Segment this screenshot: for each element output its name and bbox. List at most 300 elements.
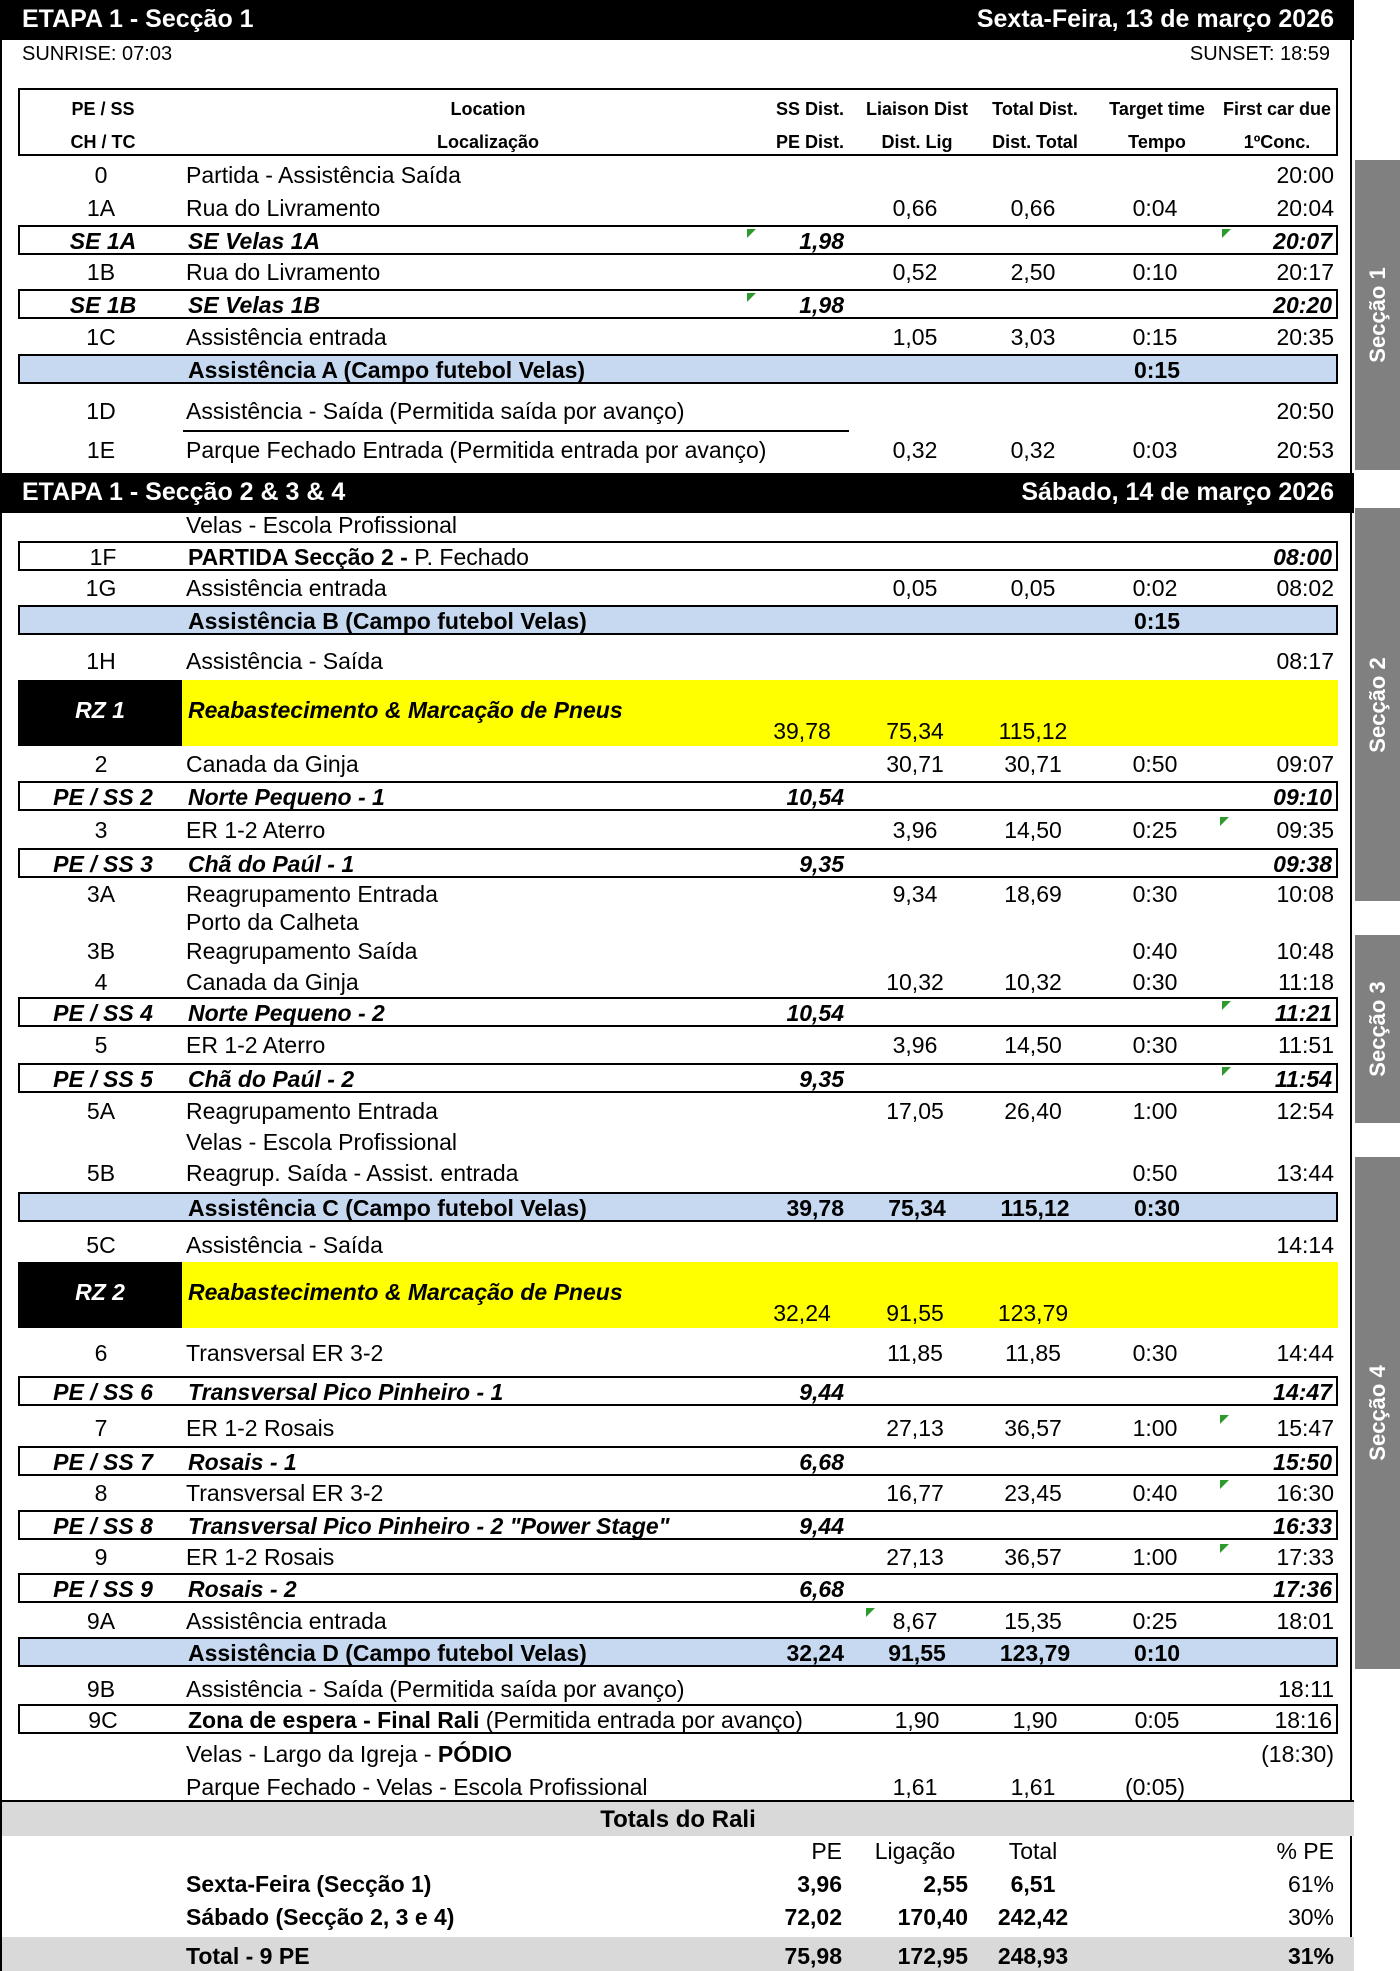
target-time: 1:00 — [1132, 1098, 1178, 1124]
col-dist-total: Dist. Total — [992, 132, 1078, 152]
location — [186, 398, 685, 425]
first-car-due: 13:44 — [1276, 1160, 1334, 1186]
itinerary-row-1f — [18, 541, 1338, 571]
totals-row-label: Sexta-Feira (Secção 1) — [186, 1871, 432, 1897]
location — [186, 1774, 648, 1801]
location-text: Rosais - 2 — [188, 1576, 297, 1602]
control-id: 1A — [86, 195, 116, 221]
comment-marker-icon — [1220, 1544, 1229, 1553]
side-tab-seccao-3 — [1355, 935, 1400, 1123]
location-text: Transversal ER 3-2 — [186, 1480, 384, 1506]
location-note: PÓDIO — [437, 1741, 512, 1767]
comment-marker-icon — [866, 1608, 875, 1617]
itinerary-row-pe-ss-6 — [18, 1376, 1338, 1406]
total-distance: 14,50 — [1004, 1032, 1062, 1058]
liaison-distance: 16,77 — [886, 1480, 944, 1506]
grand-tot: 248,93 — [997, 1943, 1069, 1969]
liaison-distance: 0,66 — [892, 195, 938, 221]
ss-distance: 6,68 — [799, 1576, 844, 1602]
location — [186, 1098, 438, 1125]
location — [186, 1608, 387, 1635]
total-distance: 14,50 — [1004, 817, 1062, 843]
totals-h-lig: Ligação — [874, 1838, 956, 1864]
location — [186, 162, 461, 189]
first-car-due: 08:17 — [1276, 648, 1334, 674]
first-car-due: 14:47 — [1273, 1379, 1332, 1405]
itinerary-row-se-1b — [18, 289, 1338, 319]
location — [188, 357, 585, 384]
target-time: 0:40 — [1132, 938, 1178, 964]
location — [186, 969, 359, 996]
itinerary-row — [18, 1637, 1338, 1667]
side-tab-seccao-2 — [1355, 508, 1400, 901]
control-id: PE / SS 7 — [53, 1449, 153, 1475]
location-text: Parque Fechado - Velas - Escola Profissional — [186, 1774, 648, 1800]
location-note: (Permitida entrada por avanço) — [479, 1707, 803, 1733]
location-text: Assistência entrada — [186, 1608, 387, 1634]
itinerary-row — [18, 1192, 1338, 1222]
totals-row-pe: 72,02 — [784, 1904, 842, 1930]
itinerary-row-1c — [18, 322, 1338, 350]
location — [188, 608, 587, 635]
target-time: 0:30 — [1132, 881, 1178, 907]
totals-grand — [2, 1937, 1354, 1971]
grand-pe: 75,98 — [784, 1943, 842, 1969]
location-text: Rua do Livramento — [186, 259, 381, 285]
first-car-due: 15:47 — [1276, 1415, 1334, 1441]
itinerary-row-pe-ss-4 — [18, 997, 1338, 1027]
itinerary-row — [18, 907, 1338, 935]
total-distance: 30,71 — [1004, 751, 1062, 777]
location — [188, 1379, 503, 1406]
location — [186, 1129, 457, 1156]
itinerary-row — [18, 1739, 1338, 1767]
column-header — [18, 88, 1338, 156]
control-id: 0 — [94, 162, 108, 188]
itinerary-row-pe-ss-8 — [18, 1510, 1338, 1540]
itinerary-row-se-1a — [18, 225, 1338, 255]
control-id: 1C — [86, 324, 116, 350]
first-car-due: 08:02 — [1276, 575, 1334, 601]
location — [188, 851, 354, 878]
first-car-due: 20:35 — [1276, 324, 1334, 350]
location — [188, 1449, 297, 1476]
first-car-due: 20:20 — [1273, 292, 1332, 318]
first-car-due: 12:54 — [1276, 1098, 1334, 1124]
control-id: 5A — [86, 1098, 116, 1124]
liaison-distance: 1,05 — [892, 324, 938, 350]
itinerary-row-5c — [18, 1230, 1338, 1258]
target-time: 0:25 — [1132, 817, 1178, 843]
location — [186, 324, 387, 351]
total-distance: 11,85 — [1005, 1340, 1061, 1366]
totals-title: Totals do Rali — [2, 1802, 1354, 1836]
total-distance: 26,40 — [1004, 1098, 1062, 1124]
location-text: Canada da Ginja — [186, 969, 359, 995]
col-localizacao: Localização — [436, 132, 540, 152]
control-id: PE / SS 4 — [53, 1000, 153, 1026]
location — [188, 1195, 587, 1222]
location-text: Zona de espera - Final Rali — [188, 1707, 480, 1733]
target-time: 0:30 — [1133, 1195, 1181, 1221]
location-text: ER 1-2 Rosais — [186, 1544, 335, 1570]
first-car-due: 11:18 — [1278, 969, 1334, 995]
first-car-due: 20:07 — [1273, 228, 1332, 254]
rz1-ss: 39,78 — [773, 718, 831, 744]
location-text: Canada da Ginja — [186, 751, 359, 777]
liaison-distance: 8,67 — [892, 1608, 938, 1634]
rz2-label: RZ 2 — [18, 1262, 182, 1328]
itinerary-row-9a — [18, 1606, 1338, 1634]
total-distance: 10,32 — [1004, 969, 1062, 995]
control-id: PE / SS 6 — [53, 1379, 153, 1405]
control-id: PE / SS 9 — [53, 1576, 153, 1602]
ss-distance: 9,35 — [799, 1066, 844, 1092]
itinerary-row-9b — [18, 1674, 1338, 1702]
target-time: 1:00 — [1132, 1544, 1178, 1570]
target-time: 0:02 — [1132, 575, 1178, 601]
first-car-due: 08:00 — [1273, 544, 1332, 570]
itinerary-row-6 — [18, 1338, 1338, 1366]
first-car-due: 16:33 — [1273, 1513, 1332, 1539]
liaison-distance: 9,34 — [892, 881, 938, 907]
total-distance: 2,50 — [1010, 259, 1056, 285]
location — [188, 1707, 803, 1734]
itinerary-row-pe-ss-3 — [18, 848, 1338, 878]
ss-distance: 10,54 — [786, 1000, 844, 1026]
col-location: Location — [450, 99, 526, 119]
itinerary-row-1e — [18, 435, 1338, 463]
target-time: 0:50 — [1132, 751, 1178, 777]
itinerary-row-3b — [18, 936, 1338, 964]
location — [186, 881, 438, 908]
liaison-distance: 0,32 — [892, 437, 938, 463]
itinerary-row-pe-ss-5 — [18, 1063, 1338, 1093]
ss-distance: 32,24 — [786, 1640, 844, 1666]
itinerary-row — [18, 510, 1338, 538]
location-text: Partida - Assistência Saída — [186, 162, 461, 188]
target-time: 0:15 — [1133, 608, 1181, 634]
totals-h-pct: % PE — [1276, 1838, 1334, 1864]
liaison-distance: 27,13 — [886, 1415, 944, 1441]
target-time: 0:25 — [1132, 1608, 1178, 1634]
rz2-text: Reabastecimento & Marcação de Pneus — [188, 1279, 623, 1305]
target-time: 0:30 — [1132, 969, 1178, 995]
location — [186, 195, 380, 222]
itinerary-row-8 — [18, 1478, 1338, 1506]
itinerary-row-7 — [18, 1413, 1338, 1441]
totals-row-pct: 30% — [1287, 1904, 1334, 1930]
col-dist-lig: Dist. Lig — [881, 132, 953, 152]
itinerary-row-0 — [18, 160, 1338, 188]
location-text: Rua do Livramento — [186, 195, 381, 221]
location-text: Norte Pequeno - 2 — [188, 1000, 385, 1026]
itinerary-row-4 — [18, 967, 1338, 995]
location — [186, 648, 383, 675]
total-distance: 0,66 — [1010, 195, 1056, 221]
liaison-distance: 11,85 — [887, 1340, 943, 1366]
target-time: 1:00 — [1132, 1415, 1178, 1441]
control-id: 8 — [94, 1480, 108, 1506]
comment-marker-icon — [1220, 817, 1229, 826]
target-time: 0:15 — [1133, 357, 1181, 383]
control-id: 5B — [86, 1160, 116, 1186]
control-id: 9B — [86, 1676, 116, 1702]
itinerary-row — [18, 354, 1338, 384]
side-tab-label: Secção 2 — [1364, 656, 1390, 753]
location-text: Rosais - 1 — [188, 1449, 297, 1475]
rule — [183, 430, 849, 432]
location-text: SE Velas 1A — [188, 228, 321, 254]
location — [186, 751, 359, 778]
itinerary-row-pe-ss-2 — [18, 781, 1338, 811]
total-distance: 1,61 — [1010, 1774, 1056, 1800]
location-text: Assistência B (Campo futebol Velas) — [188, 608, 587, 634]
first-car-due: 20:17 — [1276, 259, 1334, 285]
location-text: Transversal Pico Pinheiro - 1 — [188, 1379, 504, 1405]
day2-banner — [2, 473, 1354, 513]
rz1-text: Reabastecimento & Marcação de Pneus — [188, 697, 623, 723]
rz1-lig: 75,34 — [886, 718, 944, 744]
location — [186, 1232, 383, 1259]
location — [186, 1480, 383, 1507]
target-time: 0:40 — [1132, 1480, 1178, 1506]
location-text: Reagrupamento Saída — [186, 938, 418, 964]
location — [188, 1640, 587, 1667]
control-id: PE / SS 3 — [53, 851, 153, 877]
total-distance: 0,32 — [1010, 437, 1056, 463]
control-id: PE / SS 2 — [53, 784, 153, 810]
location-text: SE Velas 1B — [188, 292, 321, 318]
itinerary-row-1g — [18, 573, 1338, 601]
control-id: 1H — [86, 648, 116, 674]
first-car-due: 16:30 — [1276, 1480, 1334, 1506]
control-id: 1E — [86, 437, 116, 463]
location — [186, 938, 417, 965]
side-tab-label: Secção 3 — [1364, 981, 1390, 1077]
totals-row-tot: 6,51 — [1010, 1871, 1056, 1897]
itinerary-row — [18, 605, 1338, 635]
location-text: Assistência - Saída (Permitida saída por avanço) — [186, 1676, 685, 1702]
location-text: Chã do Paúl - 2 — [188, 1066, 355, 1092]
location — [188, 544, 529, 571]
location — [186, 437, 766, 464]
total-distance: 18,69 — [1004, 881, 1062, 907]
liaison-distance: 1,90 — [894, 1707, 940, 1733]
itinerary-row-5 — [18, 1030, 1338, 1058]
ss-distance: 6,68 — [799, 1449, 844, 1475]
header-rule — [18, 154, 1338, 156]
first-car-due: 09:07 — [1276, 751, 1334, 777]
liaison-distance: 0,05 — [892, 575, 938, 601]
col-target-time: Target time — [1109, 99, 1205, 119]
control-id: 7 — [94, 1415, 108, 1441]
sunrise: SUNRISE: 07:03 — [22, 43, 173, 65]
location — [188, 1000, 385, 1027]
liaison-distance: 0,52 — [892, 259, 938, 285]
comment-marker-icon — [1222, 1067, 1231, 1076]
total-distance: 0,05 — [1010, 575, 1056, 601]
side-tab-seccao-1 — [1355, 160, 1400, 470]
location-text: ER 1-2 Aterro — [186, 817, 326, 843]
side-tab-label: Secção 4 — [1364, 1365, 1390, 1461]
side-tab-seccao-4 — [1355, 1157, 1400, 1669]
col-1conc: 1ºConc. — [1243, 132, 1311, 152]
location-text: Transversal ER 3-2 — [186, 1340, 384, 1366]
itinerary-row-3a — [18, 879, 1338, 907]
target-time: (0:05) — [1124, 1774, 1186, 1800]
location-text: Transversal Pico Pinheiro - 2 "Power Stage" — [188, 1513, 670, 1539]
location-text: Velas - Escola Profissional — [186, 1129, 458, 1155]
total-distance: 123,79 — [999, 1640, 1071, 1666]
totals-h-pe: PE — [811, 1838, 842, 1864]
target-time: 0:30 — [1132, 1032, 1178, 1058]
control-id: 6 — [94, 1340, 108, 1366]
location-text: Velas - Largo da Igreja - — [186, 1741, 438, 1767]
target-time: 0:05 — [1134, 1707, 1180, 1733]
location-text: Assistência D (Campo futebol Velas) — [188, 1640, 587, 1666]
col-liaison: Liaison Dist — [865, 99, 968, 119]
first-car-due: 09:10 — [1273, 784, 1332, 810]
location-text: Reagrup. Saída - Assist. entrada — [186, 1160, 519, 1186]
total-distance: 1,90 — [1012, 1707, 1058, 1733]
comment-marker-icon — [747, 293, 756, 302]
day1-date: Sexta-Feira, 13 de março 2026 — [976, 5, 1334, 33]
total-distance: 36,57 — [1004, 1415, 1062, 1441]
control-id: 9 — [94, 1544, 108, 1570]
day2-date: Sábado, 14 de março 2026 — [1021, 478, 1334, 506]
day2-title: ETAPA 1 - Secção 2 & 3 & 4 — [22, 478, 346, 506]
control-id: 2 — [94, 751, 108, 777]
col-pe-dist: PE Dist. — [775, 132, 844, 152]
location — [188, 228, 320, 255]
location-text: Assistência entrada — [186, 575, 387, 601]
itinerary-row-3 — [18, 815, 1338, 843]
control-id: SE 1B — [69, 292, 137, 318]
location-text: Reagrupamento Entrada — [186, 1098, 438, 1124]
liaison-distance: 10,32 — [886, 969, 944, 995]
liaison-distance: 91,55 — [888, 1640, 946, 1666]
location — [186, 1340, 383, 1367]
ss-distance: 9,44 — [799, 1379, 844, 1405]
totals-row-pct: 61% — [1287, 1871, 1334, 1897]
location-text: Assistência A (Campo futebol Velas) — [188, 357, 586, 383]
target-time: 0:10 — [1133, 1640, 1181, 1666]
control-id: 5 — [94, 1032, 108, 1058]
itinerary-row — [18, 1127, 1338, 1155]
ss-distance: 9,35 — [799, 851, 844, 877]
grand-label: Total - 9 PE — [186, 1943, 310, 1969]
ss-distance: 39,78 — [786, 1195, 844, 1221]
control-id: 5C — [86, 1232, 116, 1258]
itinerary-row-pe-ss-9 — [18, 1573, 1338, 1603]
location — [188, 784, 385, 811]
target-time: 0:10 — [1132, 259, 1178, 285]
liaison-distance: 17,05 — [886, 1098, 944, 1124]
total-distance: 36,57 — [1004, 1544, 1062, 1570]
location-text: Velas - Escola Profissional — [186, 512, 458, 538]
location — [186, 909, 359, 936]
control-id: 3 — [94, 817, 108, 843]
control-id: 1B — [86, 259, 116, 285]
location — [186, 1160, 518, 1187]
totals-row-lig: 170,40 — [897, 1904, 968, 1930]
target-time: 0:04 — [1132, 195, 1178, 221]
target-time: 0:50 — [1132, 1160, 1178, 1186]
control-id: 1F — [89, 544, 117, 570]
location — [188, 1066, 354, 1093]
first-car-due: 20:50 — [1276, 398, 1334, 424]
liaison-distance: 75,34 — [888, 1195, 946, 1221]
col-total: Total Dist. — [992, 99, 1078, 119]
control-id: 9A — [86, 1608, 116, 1634]
target-time: 0:30 — [1132, 1340, 1178, 1366]
location-text: Assistência C (Campo futebol Velas) — [188, 1195, 587, 1221]
itinerary-row-1b — [18, 257, 1338, 285]
location-text: ER 1-2 Rosais — [186, 1415, 335, 1441]
comment-marker-icon — [747, 229, 756, 238]
total-distance: 15,35 — [1004, 1608, 1062, 1634]
first-car-due: 20:53 — [1276, 437, 1334, 463]
liaison-distance: 1,61 — [892, 1774, 938, 1800]
itinerary-row-9 — [18, 1542, 1338, 1570]
location — [186, 512, 457, 539]
first-car-due: 18:01 — [1276, 1608, 1334, 1634]
control-id: SE 1A — [69, 228, 137, 254]
location-text: Reagrupamento Entrada — [186, 881, 438, 907]
first-car-due: 17:36 — [1273, 1576, 1332, 1602]
rz1-label: RZ 1 — [18, 680, 182, 746]
first-car-due: 11:54 — [1274, 1066, 1332, 1092]
ss-distance: 9,44 — [799, 1513, 844, 1539]
rz2-ss: 32,24 — [773, 1300, 831, 1326]
control-id: PE / SS 5 — [53, 1066, 153, 1092]
sunset: SUNSET: 18:59 — [1189, 43, 1330, 65]
grand-lig: 172,95 — [897, 1943, 968, 1969]
control-id: 1G — [85, 575, 117, 601]
location — [186, 817, 325, 844]
first-car-due: 20:04 — [1276, 195, 1334, 221]
total-distance: 3,03 — [1010, 324, 1056, 350]
first-car-due: 11:51 — [1278, 1032, 1334, 1058]
ss-distance: 10,54 — [786, 784, 844, 810]
liaison-distance: 3,96 — [892, 1032, 938, 1058]
side-tab-label: Secção 1 — [1364, 267, 1390, 363]
itinerary-row-9c — [18, 1704, 1338, 1734]
target-time: 0:15 — [1132, 324, 1178, 350]
location-text: Parque Fechado Entrada (Permitida entrada por avanço) — [186, 437, 767, 463]
comment-marker-icon — [1222, 229, 1231, 238]
itinerary-row-pe-ss-7 — [18, 1446, 1338, 1476]
first-car-due: 10:08 — [1276, 881, 1334, 907]
location-text: ER 1-2 Aterro — [186, 1032, 326, 1058]
first-car-due: 17:33 — [1276, 1544, 1334, 1570]
first-car-due: (18:30) — [1261, 1741, 1334, 1767]
refuel-zone-1 — [18, 680, 1338, 746]
totals-rule — [2, 1800, 1354, 1802]
day1-banner — [2, 0, 1354, 40]
totals-row-tot: 242,42 — [997, 1904, 1069, 1930]
totals-h-tot: Total — [1008, 1838, 1058, 1864]
col-tempo: Tempo — [1128, 132, 1186, 152]
liaison-distance: 30,71 — [886, 751, 944, 777]
itinerary-row-1a — [18, 193, 1338, 221]
first-car-due: 15:50 — [1273, 1449, 1332, 1475]
location-text: Chã do Paúl - 1 — [188, 851, 355, 877]
first-car-due: 18:16 — [1274, 1707, 1332, 1733]
itinerary-row-1d — [18, 396, 1338, 424]
totals-row-lig: 2,55 — [923, 1871, 968, 1897]
